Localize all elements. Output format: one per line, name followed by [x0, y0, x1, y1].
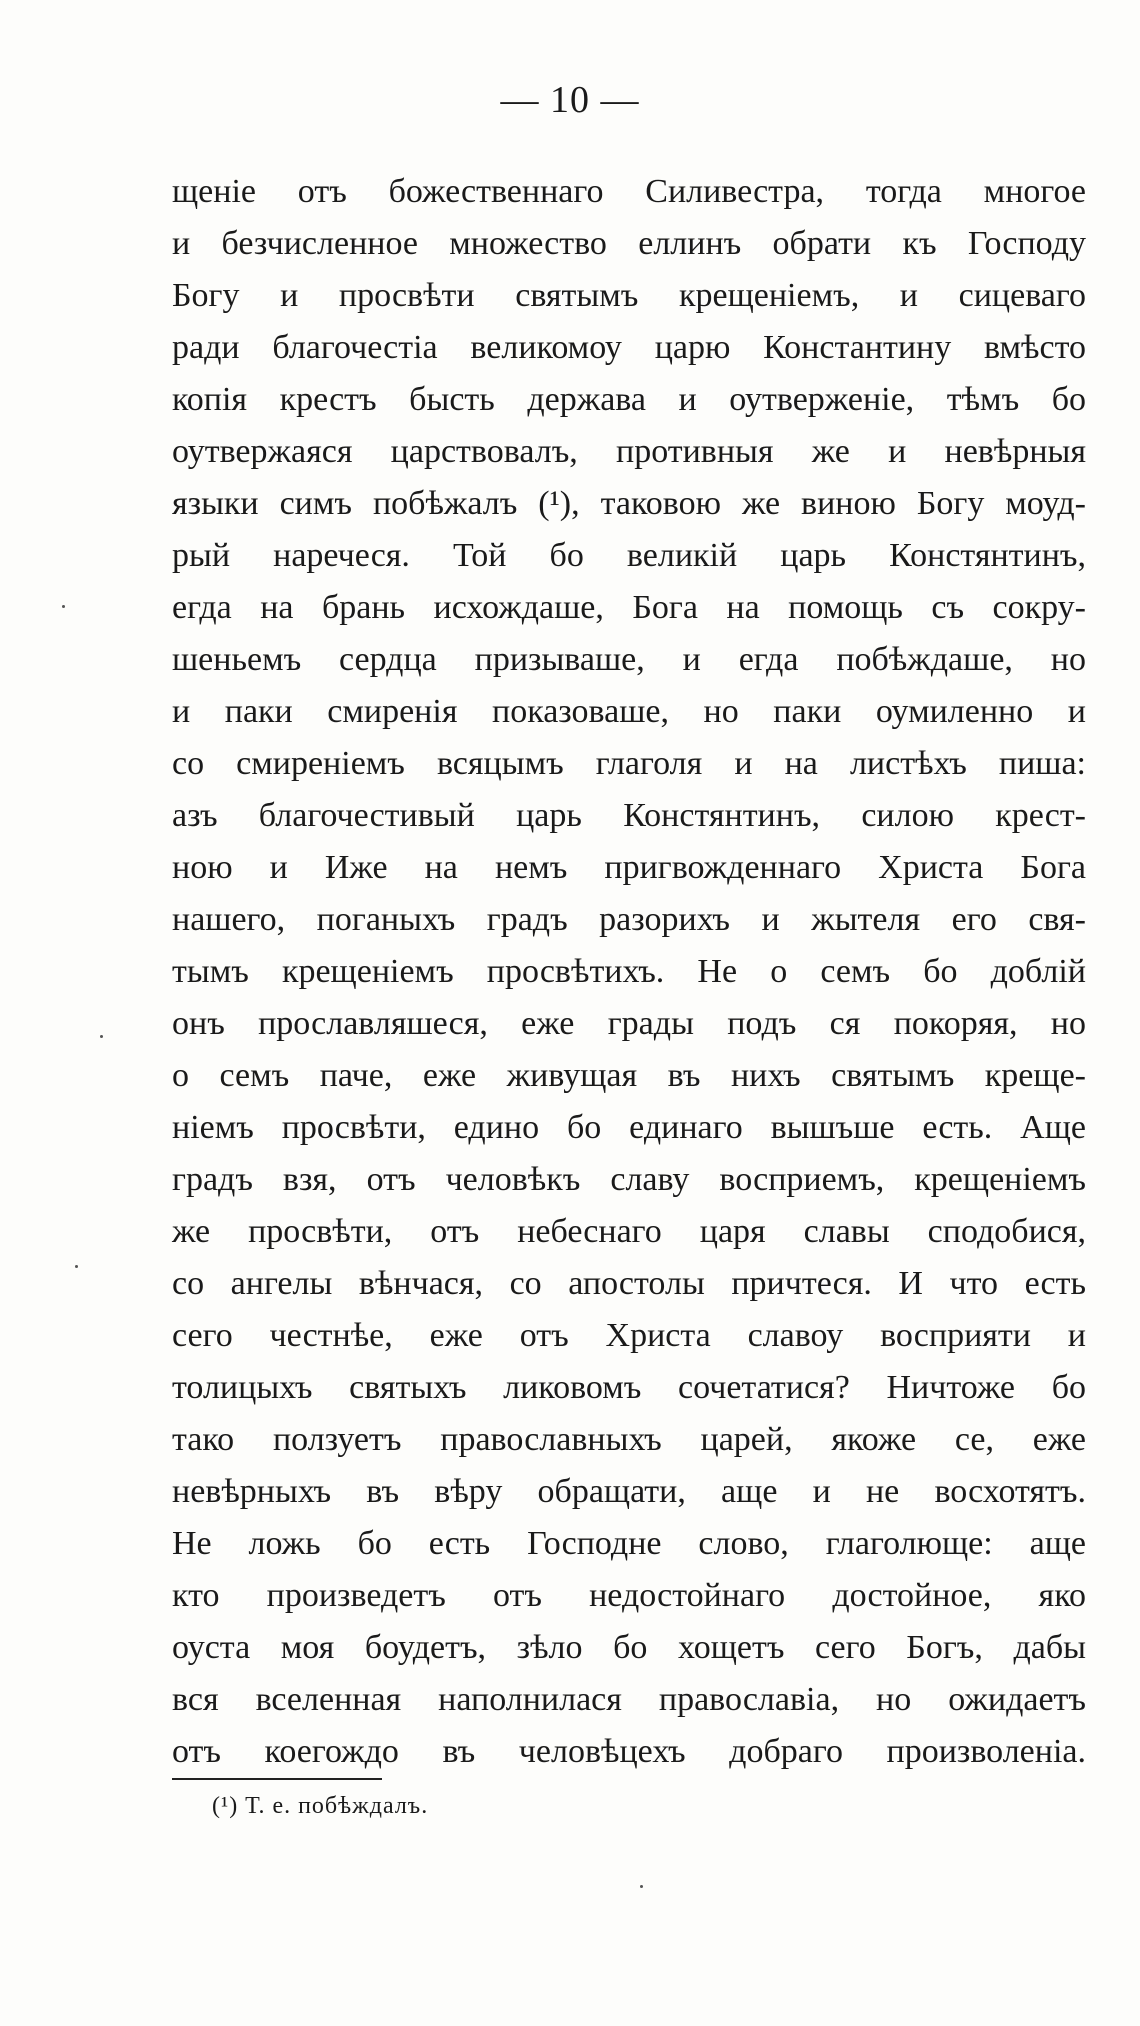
text-line: онъ прославляшеся, еже грады подъ ся покоряя, но	[172, 1005, 1086, 1042]
text-line: ніемъ просвѣти, едино бо единаго вышъше есть. Аще	[172, 1109, 1086, 1146]
text-line: со смиреніемъ всяцымъ глаголя и на листѣхъ пиша:	[172, 745, 1086, 782]
text-line: егда на брань исхождаше, Бога на помощь съ сокру-	[172, 589, 1086, 626]
text-line: сего честнѣе, еже отъ Христа славоу восприяти и	[172, 1317, 1086, 1354]
text-line: градъ взя, отъ человѣкъ славу восприемъ, крещеніемъ	[172, 1161, 1086, 1198]
text-line: копія крестъ бысть держава и оутверженіе, тѣмъ бо	[172, 381, 1086, 418]
text-line: оуста моя боудетъ, зѣло бо хощетъ сего Богъ, дабы	[172, 1629, 1086, 1666]
text-line: языки симъ побѣжалъ (¹), таковою же виною Богу моуд-	[172, 485, 1086, 522]
text-line: рый наречеся. Той бо великій царь Констянтинъ,	[172, 537, 1086, 574]
text-line: ною и Иже на немъ пригвожденнаго Христа Бога	[172, 849, 1086, 886]
text-line: нашего, поганыхъ градъ разорихъ и жытеля его свя-	[172, 901, 1086, 938]
text-line: щеніе отъ божественнаго Силивестра, тогда многое	[172, 173, 1086, 210]
text-line: толицыхъ святыхъ ликовомъ сочетатися? Ничтоже бо	[172, 1369, 1086, 1406]
text-line: кто произведетъ отъ недостойнаго достойное, яко	[172, 1577, 1086, 1614]
text-line: со ангелы вѣнчася, со апостолы причтеся. И что есть	[172, 1265, 1086, 1302]
page-number: — 10 —	[500, 79, 640, 121]
text-line: вся вселенная наполнилася православіа, но ожидаетъ	[172, 1681, 1086, 1718]
footnote: (¹) Т. е. побѣждалъ.	[212, 1793, 429, 1819]
text-line: и безчисленное множество еллинъ обрати къ Господу	[172, 225, 1086, 262]
text-line: Богу и просвѣти святымъ крещеніемъ, и сицеваго	[172, 277, 1086, 314]
body-text	[172, 166, 1086, 1778]
text-line: тымъ крещеніемъ просвѣтихъ. Не о семъ бо доблій	[172, 953, 1086, 990]
text-line: азъ благочестивый царь Констянтинъ, силою крест-	[172, 797, 1086, 834]
text-line: и паки смиренія показоваше, но паки оумиленно и	[172, 693, 1086, 730]
text-line: Не ложь бо есть Господне слово, глаголюще: аще	[172, 1525, 1086, 1562]
text-line: оутвержаяся царствовалъ, противныя же и невѣрныя	[172, 433, 1086, 470]
text-line: шеньемъ сердца призываше, и егда побѣждаше, но	[172, 641, 1086, 678]
text-line: о семъ паче, еже живущая въ нихъ святымъ креще-	[172, 1057, 1086, 1094]
text-line: тако ползуетъ православныхъ царей, якоже се, еже	[172, 1421, 1086, 1458]
text-line: ради благочестіа великомоу царю Константину вмѣсто	[172, 329, 1086, 366]
footnote-divider	[172, 1778, 382, 1780]
text-line: же просвѣти, отъ небеснаго царя славы сподобися,	[172, 1213, 1086, 1250]
text-line: отъ коегождо въ человѣцехъ добраго произволеніа.	[172, 1733, 1086, 1770]
text-line: невѣрныхъ въ вѣру обращати, аще и не восхотятъ.	[172, 1473, 1086, 1510]
